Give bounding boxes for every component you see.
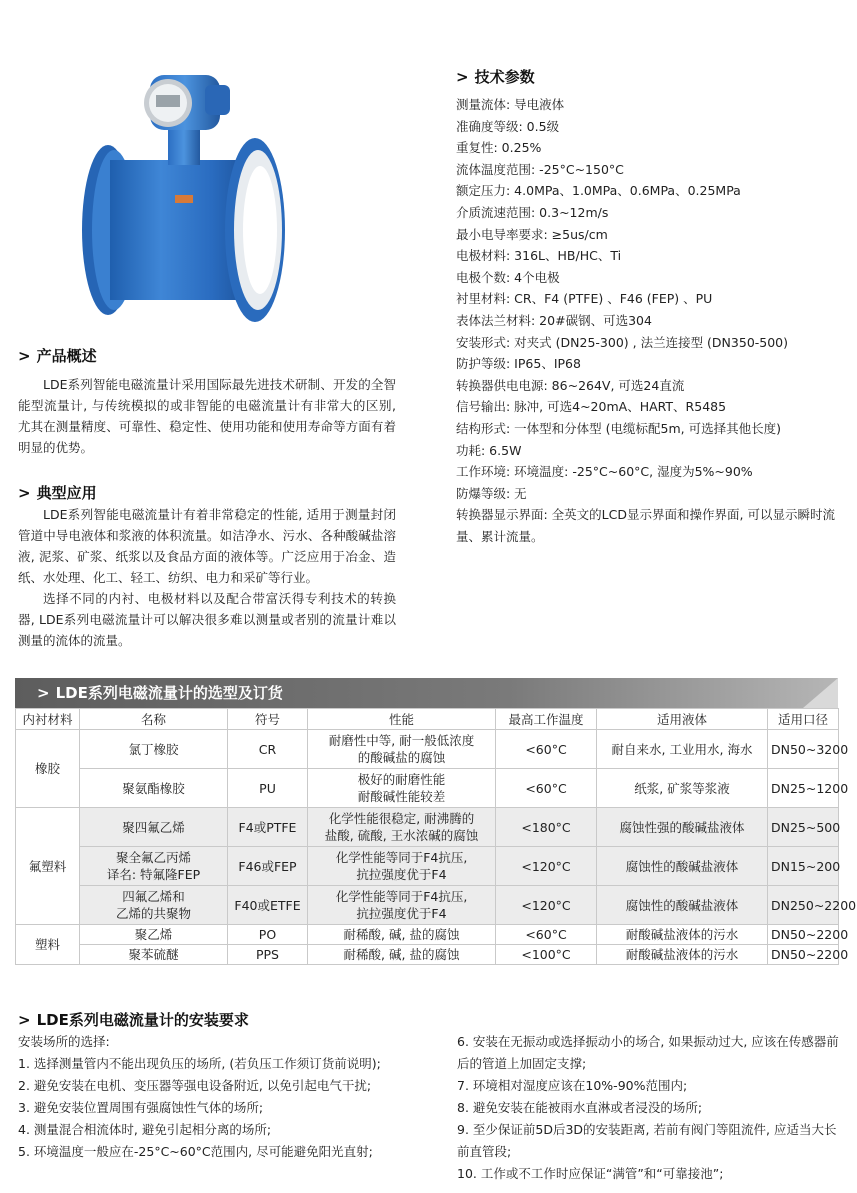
perf-cell xyxy=(308,847,496,886)
perf-cell xyxy=(308,730,496,769)
temp-cell: <180°C xyxy=(496,808,597,847)
name-cell: 聚四氟乙烯 xyxy=(80,808,228,847)
size-cell: DN250~2200 xyxy=(768,886,839,925)
spec-row: 流体温度范围: -25°C~150°C xyxy=(456,161,624,177)
table-row xyxy=(16,945,839,965)
install-item: 6. 安装在无振动或选择振动小的场合, 如果振动过大, 应该在传感器前后的管道上加固定支撑; xyxy=(457,1034,839,1071)
install-heading xyxy=(18,1009,249,1030)
perf-line: 极好的耐磨性能 xyxy=(357,772,446,787)
size-cell: DN50~2200 xyxy=(768,925,839,945)
material-cell: 塑料 xyxy=(16,925,80,965)
perf-line: 化学性能等同于F4抗压, xyxy=(335,850,468,865)
table-header: 内衬材料 xyxy=(16,709,80,730)
perf-cell xyxy=(308,886,496,925)
spec-row: 额定压力: 4.0MPa、1.0MPa、0.6MPa、0.25MPa xyxy=(456,183,741,199)
install-intro: 安装场所的选择: xyxy=(18,1034,110,1049)
liquid-cell: 耐酸碱盐液体的污水 xyxy=(597,925,768,945)
perf-line: 的酸碱盐的腐蚀 xyxy=(357,750,446,765)
liquid-cell: 纸浆, 矿浆等浆液 xyxy=(597,769,768,808)
perf-line: 化学性能很稳定, 耐沸腾的 xyxy=(328,811,475,826)
table-row xyxy=(16,730,839,769)
spec-row: 防护等级: IP65、IP68 xyxy=(456,356,581,372)
name-cell xyxy=(80,886,228,925)
perf-line: 抗拉强度优于F4 xyxy=(356,906,447,921)
overview-text xyxy=(18,374,396,458)
spec-row: 功耗: 6.5W xyxy=(456,442,522,458)
application-paragraph: 选择不同的内衬、电极材料以及配合带富沃得专利技术的转换器, LDE系列电磁流量计可以解决很多难以测量或者别的流量计难以测量的流体的流量。 xyxy=(18,591,396,648)
install-item: 7. 环境相对湿度应该在10%-90%范围内; xyxy=(457,1078,688,1093)
liquid-cell: 耐酸碱盐液体的污水 xyxy=(597,945,768,965)
specs-title: 技术参数 xyxy=(474,68,535,86)
name-line: 译名: 特氟隆FEP xyxy=(106,867,201,882)
install-item: 4. 测量混合相流体时, 避免引起相分离的场所; xyxy=(18,1122,272,1137)
name-cell: 氯丁橡胶 xyxy=(80,730,228,769)
spec-row: 衬里材料: CR、F4 (PTFE) 、F46 (FEP) 、PU xyxy=(456,291,713,307)
liquid-cell: 腐蚀性的酸碱盐液体 xyxy=(597,886,768,925)
table-header: 适用液体 xyxy=(597,709,768,730)
install-title: LDE系列电磁流量计的安装要求 xyxy=(36,1011,249,1029)
overview-heading xyxy=(18,345,97,366)
table-row xyxy=(16,847,839,886)
specs-list xyxy=(456,94,841,547)
table-row xyxy=(16,886,839,925)
size-cell: DN15~200 xyxy=(768,847,839,886)
spec-row: 防爆等级: 无 xyxy=(456,485,527,501)
perf-line: 耐磨性中等, 耐一般低浓度 xyxy=(328,733,475,748)
perf-line: 耐酸碱性能较差 xyxy=(357,789,446,804)
application-title: 典型应用 xyxy=(36,484,97,502)
symbol-cell: PPS xyxy=(228,945,308,965)
spec-row: 测量流体: 导电液体 xyxy=(456,97,565,112)
material-cell: 氟塑料 xyxy=(16,808,80,925)
material-cell: 橡胶 xyxy=(16,730,80,808)
symbol-cell: F4或PTFE xyxy=(228,808,308,847)
spec-row: 信号输出: 脉冲, 可选4~20mA、HART、R5485 xyxy=(456,399,727,415)
liquid-cell: 腐蚀性的酸碱盐液体 xyxy=(597,847,768,886)
spec-row: 介质流速范围: 0.3~12m/s xyxy=(456,204,609,220)
name-line: 乙烯的共聚物 xyxy=(115,906,191,921)
install-left-list xyxy=(18,1031,438,1163)
temp-cell: <120°C xyxy=(496,847,597,886)
symbol-cell: CR xyxy=(228,730,308,769)
chevron-right-icon: > xyxy=(18,1011,31,1029)
spec-row: 结构形式: 一体型和分体型 (电缆标配5m, 可选择其他长度) xyxy=(456,420,781,436)
table-row xyxy=(16,769,839,808)
spec-row: 准确度等级: 0.5级 xyxy=(456,118,560,134)
name-line: 四氟乙烯和 xyxy=(122,889,185,904)
symbol-cell: F40或ETFE xyxy=(228,886,308,925)
symbol-cell: F46或FEP xyxy=(228,847,308,886)
name-cell: 聚苯硫醚 xyxy=(80,945,228,965)
spec-row: 工作环境: 环境温度: -25°C~60°C, 湿度为5%~90% xyxy=(456,464,753,480)
perf-line: 抗拉强度优于F4 xyxy=(356,867,447,882)
spec-row-display: 转换器显示界面: 全英文的LCD显示界面和操作界面, 可以显示瞬时流量、累计流量。 xyxy=(456,507,835,544)
temp-cell: <120°C xyxy=(496,886,597,925)
perf-cell xyxy=(308,769,496,808)
install-item: 2. 避免安装在电机、变压器等强电设备附近, 以免引起电气干扰; xyxy=(18,1078,372,1093)
chevron-right-icon: > xyxy=(456,68,469,86)
table-header-row xyxy=(16,709,839,730)
application-text xyxy=(18,504,396,651)
spec-row: 转换器供电电源: 86~264V, 可选24直流 xyxy=(456,377,685,393)
spec-row: 电极个数: 4个电极 xyxy=(456,269,560,285)
perf-cell: 耐稀酸, 碱, 盐的腐蚀 xyxy=(308,925,496,945)
size-cell: DN25~500 xyxy=(768,808,839,847)
install-item: 10. 工作或不工作时应保证“满管”和“可靠接池”; xyxy=(457,1166,724,1181)
chevron-right-icon: > xyxy=(18,347,31,365)
name-cell: 聚氨酯橡胶 xyxy=(80,769,228,808)
temp-cell: <60°C xyxy=(496,925,597,945)
flowmeter-image xyxy=(80,65,285,335)
install-item: 9. 至少保证前5D后3D的安装距离, 若前有阀门等阻流件, 应适当大长前直管段; xyxy=(457,1122,837,1159)
application-heading xyxy=(18,482,97,503)
symbol-cell: PU xyxy=(228,769,308,808)
application-paragraph: LDE系列智能电磁流量计有着非常稳定的性能, 适用于测量封闭管道中导电液体和浆液的体积流量。如洁净水、污水、各种酸碱盐溶液, 泥浆、矿浆、纸浆以及食品方面的液体等。广泛应用于冶金、造纸、水处理、化工、轻工、纺织、电力和采矿等行业。 xyxy=(18,507,396,585)
size-cell: DN50~2200 xyxy=(768,945,839,965)
size-cell: DN50~3200 xyxy=(768,730,839,769)
spec-row: 重复性: 0.25% xyxy=(456,140,542,156)
name-cell: 聚乙烯 xyxy=(80,925,228,945)
install-item: 3. 避免安装位置周围有强腐蚀性气体的场所; xyxy=(18,1100,264,1115)
symbol-cell: PO xyxy=(228,925,308,945)
perf-cell: 耐稀酸, 碱, 盐的腐蚀 xyxy=(308,945,496,965)
spec-row: 安装形式: 对夹式 (DN25-300) , 法兰连接型 (DN350-500) xyxy=(456,334,789,350)
overview-title: 产品概述 xyxy=(36,347,97,365)
table-row xyxy=(16,925,839,945)
temp-cell: <100°C xyxy=(496,945,597,965)
selection-title: LDE系列电磁流量计的选型及订货 xyxy=(55,684,283,702)
name-cell xyxy=(80,847,228,886)
spec-row: 电极材料: 316L、HB/HC、Ti xyxy=(456,248,622,264)
table-header: 适用口径 xyxy=(768,709,839,730)
name-line: 聚全氟乙丙烯 xyxy=(115,850,191,865)
perf-cell xyxy=(308,808,496,847)
perf-line: 化学性能等同于F4抗压, xyxy=(335,889,468,904)
chevron-right-icon: > xyxy=(37,684,50,702)
selection-table xyxy=(15,708,857,965)
title-bar-corner xyxy=(803,678,838,708)
spec-row: 表体法兰材料: 20#碳钢、可选304 xyxy=(456,312,652,328)
selection-title-bar xyxy=(15,678,838,708)
specs-heading xyxy=(456,66,535,87)
liquid-cell: 腐蚀性强的酸碱盐液体 xyxy=(597,808,768,847)
install-item: 1. 选择测量管内不能出现负压的场所, (若负压工作须订货前说明); xyxy=(18,1056,381,1071)
spec-row: 最小电导率要求: ≥5us/cm xyxy=(456,226,608,242)
table-header: 最高工作温度 xyxy=(496,709,597,730)
install-item: 5. 环境温度一般应在-25°C~60°C范围内, 尽可能避免阳光直射; xyxy=(18,1144,373,1159)
temp-cell: <60°C xyxy=(496,730,597,769)
install-item: 8. 避免安装在能被雨水直淋或者浸没的场所; xyxy=(457,1100,703,1115)
install-right-list xyxy=(457,1031,842,1185)
temp-cell: <60°C xyxy=(496,769,597,808)
table-header: 名称 xyxy=(80,709,228,730)
liquid-cell: 耐自来水, 工业用水, 海水 xyxy=(597,730,768,769)
overview-paragraph: LDE系列智能电磁流量计采用国际最先进技术研制、开发的全智能型流量计, 与传统模拟的或非智能的电磁流量计有非常大的区别, 尤其在测量精度、可靠性、稳定性、使用功能和使用寿命等方面有着明显的优势。 xyxy=(18,377,396,455)
table-header: 性能 xyxy=(308,709,496,730)
perf-line: 盐酸, 硫酸, 王水浓碱的腐蚀 xyxy=(324,828,479,843)
size-cell: DN25~1200 xyxy=(768,769,839,808)
chevron-right-icon: > xyxy=(18,484,31,502)
table-header: 符号 xyxy=(228,709,308,730)
table-row xyxy=(16,808,839,847)
